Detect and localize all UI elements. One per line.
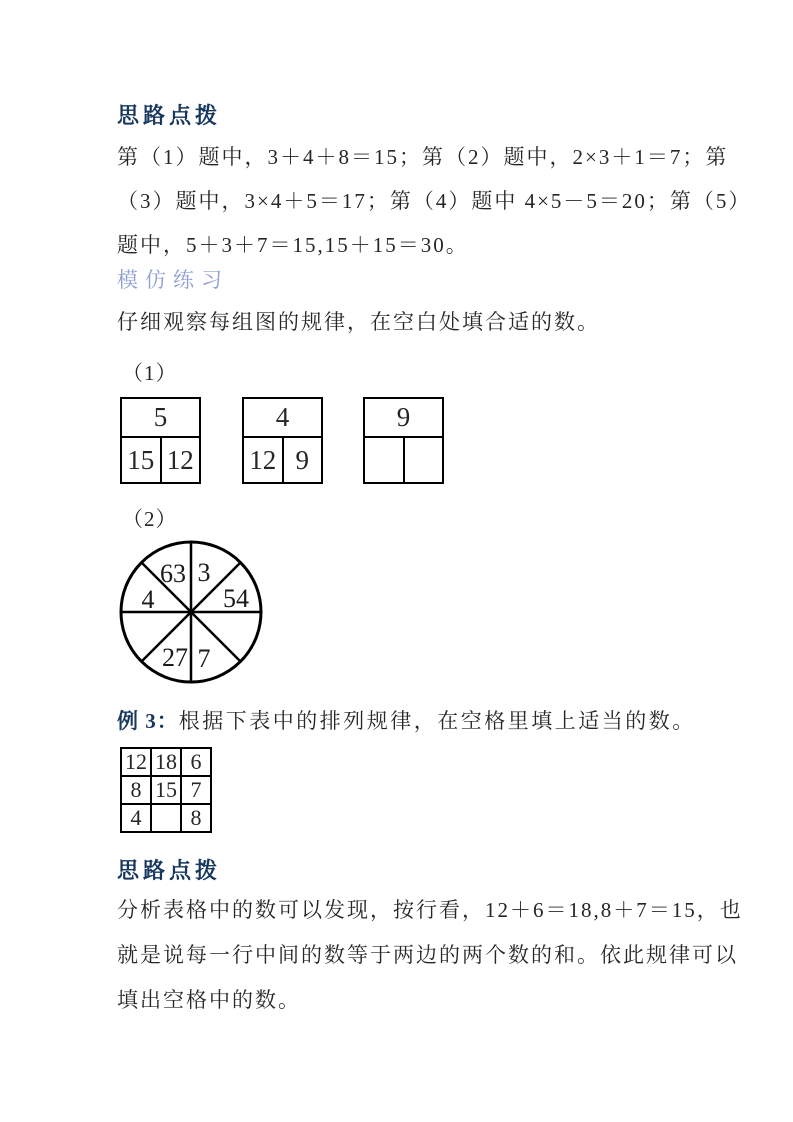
tips1-line: （3）题中，3×4＋5＝17；第（4）题中 4×5－5＝20；第（5）	[117, 189, 752, 213]
practice-heading: 模仿练习	[117, 268, 229, 292]
circle-value-inner-top-left: 63	[160, 559, 186, 588]
circle-figure	[118, 539, 264, 690]
circle-value-outer-left: 4	[141, 585, 155, 614]
table-row	[121, 748, 211, 776]
circle-sectors-diagram	[118, 539, 264, 685]
practice-item1-label: （1）	[122, 361, 178, 385]
square1-top-cell: 5	[122, 399, 199, 438]
square-figure-1	[120, 397, 201, 484]
example3-grid-table	[120, 747, 212, 833]
example3-label: 例 3：	[117, 709, 179, 733]
square-figure-3	[363, 397, 444, 484]
example3-text: 根据下表中的排列规律，在空格里填上适当的数。	[178, 709, 696, 733]
tips2-line: 填出空格中的数。	[117, 988, 301, 1012]
square1-bottom-right-cell: 12	[166, 444, 194, 475]
grid-cell: 4	[121, 804, 151, 832]
square3-bottom-left-cell	[365, 438, 405, 482]
grid-cell: 8	[121, 776, 151, 804]
circle-value-inner-bottom-right: 7	[197, 644, 211, 673]
tips2-line: 分析表格中的数可以发现，按行看，12＋6＝18,8＋7＝15，也	[117, 898, 743, 922]
grid-cell: 18	[151, 748, 181, 776]
grid-cell: 6	[181, 748, 211, 776]
tips1-line: 题中，5＋3＋7＝15,15＋15＝30。	[117, 233, 469, 257]
tips2-heading: 思路点拨	[117, 858, 222, 883]
square2-bottom-right-cell: 9	[295, 444, 309, 475]
grid-cell: 8	[181, 804, 211, 832]
square-figure-2	[242, 397, 323, 484]
circle-value-inner-top-right: 3	[197, 558, 211, 587]
square2-bottom-left-cell: 12	[244, 438, 284, 482]
tips1-line: 第（1）题中，3＋4＋8＝15；第（2）题中，2×3＋1＝7；第	[117, 145, 729, 169]
tips1-heading: 思路点拨	[117, 103, 222, 128]
grid-cell	[151, 804, 181, 832]
practice-item2-label: （2）	[122, 507, 178, 531]
example3-line	[117, 705, 696, 735]
circle-value-inner-bottom-left: 27	[162, 643, 188, 672]
square2-top-cell: 4	[244, 399, 321, 438]
tips2-paragraph	[117, 888, 743, 1023]
square3-top-cell: 9	[365, 399, 442, 438]
grid-cell: 12	[121, 748, 151, 776]
square1-bottom-left-cell: 15	[122, 438, 162, 482]
table-row	[121, 804, 211, 832]
tips1-paragraph	[117, 135, 751, 267]
table-row	[121, 776, 211, 804]
practice-instruction: 仔细观察每组图的规律，在空白处填合适的数。	[117, 310, 600, 334]
tips2-line: 就是说每一行中间的数等于两边的两个数的和。依此规律可以	[117, 943, 738, 967]
grid-cell: 15	[151, 776, 181, 804]
grid-cell: 7	[181, 776, 211, 804]
square3-bottom-right-cell	[405, 438, 443, 482]
circle-value-outer-right: 54	[223, 584, 249, 613]
